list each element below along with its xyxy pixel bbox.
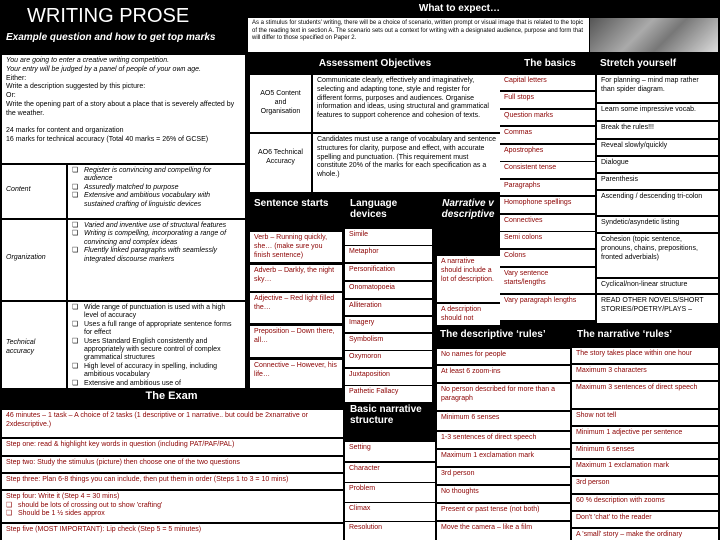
exam-step-text: 46 minutes – 1 task – A choice of 2 tasks (1 descriptive or 1 narrative.. but could be 2xnarrative or 2xdescriptive.) [6,412,308,428]
stretch-item: READ OTHER NOVELS/SHORT STORIES/POETRY/PLAYS – [597,295,718,323]
narrative-rules-item: Maximum 1 exclamation mark [572,460,718,475]
basics-heading: The basics [524,58,576,69]
page-title: WRITING PROSE [27,5,190,27]
question-line: Either: [6,74,27,82]
exam-step-text: Step three: Plan 6-8 things you can include, then put them in order (Steps 1 to 3 = 10 mins) [6,476,289,483]
question-line: Write a description suggested by this picture: [6,83,146,91]
ao5-text: Communicate clearly, effectively and imaginatively, selecting and adapting tone, style and register for different forms, purposes and audiences. Organise information and ideas, using structural and grammatical features to support coherence and cohesion of texts. [313,75,500,132]
language-devices-item: Alliteration [345,300,432,315]
criteria-point: ❏ Varied and inventive use of structural features [72,222,241,230]
descriptive-rules-item: Present or past tense (not both) [437,504,570,520]
narrative-rules-item: Maximum 3 characters [572,365,718,380]
expect-text: As a stimulus for students' writing, there will be a choice of scenario, written prompt or visual image that is related to the topic of the reading text in section A. The scenario sets out a context for writing with a designated audience, purpose and form that will differ to those specified on Paper 2. [248,18,589,52]
basics-item: Colons [500,250,595,266]
descriptive-rules-item: At least 6 zoom-ins [437,366,570,382]
narrative-v-descriptive-item: A description should not [437,304,500,325]
sentence-starts-heading: Sentence starts [254,198,329,209]
stretch-item: Cohesion (topic sentence, pronouns, chains, prepositions, fronted adverbials) [597,234,718,277]
narrative-rules-item: Minimum 6 senses [572,444,718,458]
basics-item: Paragraphs [500,180,595,195]
basics-item: Vary paragraph lengths [500,295,595,320]
language-devices-item: Imagery [345,317,432,332]
basics-item: Full stops [500,92,595,108]
narrative-rules-item: The story takes place within one hour [572,348,718,363]
criteria-label: Content [2,165,66,218]
narrative-structure-item: Problem [345,483,435,502]
marks-line: 24 marks for content and organization [6,127,124,134]
exam-step-text: Step four: Write it (Step 4 = 30 mins) [6,493,120,500]
exam-step-text: Step two: Study the stimulus (picture) then choose one of the two questions [6,459,240,466]
stretch-heading: Stretch yourself [600,58,677,69]
descriptive-rules-item: No thoughts [437,486,570,502]
criteria-points [68,220,245,300]
criteria-point: ❏ Uses a full range of appropriate sentence forms for effect [72,321,241,338]
criteria-label: Technical accuracy [2,302,66,388]
ao5-label: AO5 Content and Organisation [250,75,311,132]
basics-item: Apostrophes [500,145,595,161]
stretch-item: Reveal slowly/quickly [597,140,718,155]
narrative-rules-item: Maximum 3 sentences of direct speech [572,382,718,408]
narrative-structure-item: Character [345,463,435,482]
descriptive-rules-item: No person described for more than a paragraph [437,384,570,410]
descriptive-rules-item: Minimum 6 senses [437,412,570,430]
descriptive-rules-item: Move the camera – like a film [437,522,570,540]
ao6-text: Candidates must use a range of vocabulary and sentence structures for clarity, purpose and effect, with accurate spelling and punctuation. (This requirement must constitute 20% of the marks for each specification as a whole.) [313,134,500,192]
expect-heading: What to expect… [418,3,500,14]
narrative-rules-item: Don't 'chat' to the reader [572,512,718,527]
language-devices-item: Oxymoron [345,351,432,367]
narrative-rules-item: 60 % description with zooms [572,495,718,510]
exam-step-text: Step five (MOST IMPORTANT): Lip check (Step 5 = 5 minutes) [6,526,202,533]
descriptive-rules-item: 3rd person [437,468,570,484]
ao-heading: Assessment Objectives [318,58,432,69]
narrative-rules-item: Minimum 1 adjective per sentence [572,427,718,442]
narrative-structure-heading: Basic narrative structure [350,404,422,426]
basics-item: Semi colons [500,232,595,248]
basics-item: Capital letters [500,75,595,90]
question-line: Write the opening part of a story about a place that is severely affected by the weather. [6,100,235,117]
descriptive-rules-item: No names for people [437,349,570,364]
stretch-item: Ascending / descending tri-colon [597,191,718,215]
narrative-structure-item: Resolution [345,522,435,540]
exam-step [2,439,343,455]
question-line: Your entry will be judged by a panel of people of your own age. [6,65,201,73]
language-devices-item: Juxtaposition [345,369,432,385]
stretch-item: Cyclical/non-linear structure [597,279,718,293]
stretch-item: For planning – mind map rather than spider diagram. [597,75,718,102]
exam-step [2,491,343,522]
narrative-rules-item: 3rd person [572,477,718,493]
basics-item: Connectives [500,215,595,231]
narrative-structure-item: Climax [345,503,435,521]
criteria-point: ❏ Extensive and ambitious use of [72,380,241,388]
criteria-point: ❏ Writing is compelling, incorporating a range of convincing and complex ideas [72,230,241,247]
criteria-point: ❏ Assuredly matched to purpose [72,184,241,192]
stretch-item: Dialogue [597,157,718,172]
basics-item: Vary sentence starts/lengths [500,268,595,293]
basics-item: Consistent tense [500,162,595,178]
sentence-starts-item: Connective – However, his life… [250,360,342,388]
criteria-point: ❏ Uses Standard English consistently and appropriately with secure control of complex grammatical structures [72,338,241,363]
criteria-points [68,165,245,218]
criteria-point: ❏ Register is convincing and compelling for audience [72,167,241,184]
exam-step [2,524,343,540]
stretch-item: Parenthesis [597,174,718,189]
basics-item: Commas [500,127,595,143]
stretch-item: Break the rules!!! [597,122,718,138]
sentence-starts-item: Verb – Running quickly, she… (make sure you finish sentence) [250,232,342,262]
criteria-point: ❏ Fluently linked paragraphs with seamlessly integrated discourse markers [72,247,241,264]
sentence-starts-item: Adjective – Red light filled the… [250,293,342,323]
exam-step-text: Step one: read & highlight key words in question (including PAT/PAF/PAL) [6,441,235,448]
exam-step [2,410,343,437]
example-question [2,55,245,163]
language-devices-item: Symbolism [345,334,432,350]
exam-heading: The Exam [145,390,198,402]
narrative-rules-item: Show not tell [572,410,718,425]
language-devices-item: Pathetic Fallacy [345,386,432,402]
language-devices-item: Personification [345,264,432,280]
criteria-point: ❏ Extensive and ambitious vocabulary with sustained crafting of linguistic devices [72,192,241,209]
exam-step [2,457,343,472]
page-subtitle: Example question and how to get top marks [6,32,216,43]
narrative-v-descriptive-heading: Narrative v descriptive [441,198,495,220]
stretch-item: Learn some impressive vocab. [597,104,718,120]
narrative-rules-item: A 'small' story – make the ordinary [572,529,718,540]
basics-item: Homophone spellings [500,197,595,213]
narrative-structure-item: Setting [345,442,435,461]
question-line: You are going to enter a creative writing competition. [6,57,170,64]
language-devices-item: Onomatopoeia [345,282,432,298]
stimulus-picture [590,18,718,52]
criteria-point: ❏ Wide range of punctuation is used with a high level of accuracy [72,304,241,321]
sentence-starts-item: Adverb – Darkly, the night sky… [250,265,342,291]
narrative-v-descriptive-item: A narrative should include a lot of description. [437,256,500,302]
criteria-point: ❏ High level of accuracy in spelling, including ambitious vocabulary [72,363,241,380]
narrative-rules-heading: The narrative ‘rules’ [577,329,673,340]
language-devices-heading: Language devices [350,198,398,220]
question-line: Or: [6,92,16,99]
descriptive-rules-heading: The descriptive ‘rules’ [440,329,546,340]
language-devices-item: Metaphor [345,246,432,262]
basics-item: Question marks [500,110,595,125]
criteria-label: Organization [2,220,66,300]
exam-step-point: ❏ Should be 1 ½ sides approx [6,510,339,518]
language-devices-item: Simile [345,229,432,245]
exam-step [2,474,343,489]
descriptive-rules-item: Maximum 1 exclamation mark [437,450,570,466]
stretch-item: Syndetic/asyndetic listing [597,217,718,232]
ao6-label: AO6 Technical Accuracy [250,134,311,192]
sentence-starts-item: Preposition – Down there, all… [250,326,342,357]
marks-line: 16 marks for technical accuracy (Total 40 marks = 26% of GCSE) [6,135,209,143]
criteria-points [68,302,245,388]
exam-step-point: ❏ should be lots of crossing out to show 'crafting' [6,502,339,510]
descriptive-rules-item: 1-3 sentences of direct speech [437,432,570,448]
